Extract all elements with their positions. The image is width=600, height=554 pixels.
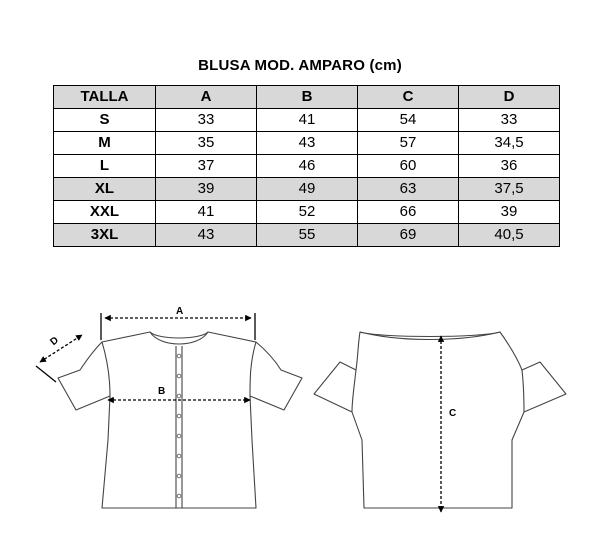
value-cell-a: 43 — [156, 224, 257, 247]
value-cell-c: 69 — [358, 224, 459, 247]
table-row — [54, 224, 560, 247]
label-a: A — [176, 306, 184, 317]
header-a: A — [156, 86, 257, 109]
size-cell: XXL — [54, 201, 156, 224]
value-cell-a: 37 — [156, 155, 257, 178]
value-cell-a: 33 — [156, 109, 257, 132]
label-d: D — [48, 334, 61, 348]
value-cell-d: 40,5 — [459, 224, 560, 247]
back-shirt-icon — [314, 332, 566, 508]
value-cell-b: 46 — [257, 155, 358, 178]
button-icon — [177, 354, 181, 358]
button-icon — [177, 454, 181, 458]
value-cell-a: 39 — [156, 178, 257, 201]
value-cell-d: 37,5 — [459, 178, 560, 201]
table-header-row — [54, 86, 560, 109]
value-cell-a: 35 — [156, 132, 257, 155]
size-cell: 3XL — [54, 224, 156, 247]
header-talla: TALLA — [54, 86, 156, 109]
size-cell: L — [54, 155, 156, 178]
value-cell-c: 66 — [358, 201, 459, 224]
label-c: C — [449, 408, 457, 419]
button-icon — [177, 494, 181, 498]
value-cell-d: 33 — [459, 109, 560, 132]
value-cell-b: 52 — [257, 201, 358, 224]
value-cell-b: 43 — [257, 132, 358, 155]
size-chart-table — [53, 85, 560, 247]
value-cell-c: 57 — [358, 132, 459, 155]
button-icon — [177, 434, 181, 438]
table-row — [54, 109, 560, 132]
header-c: C — [358, 86, 459, 109]
measure-a — [101, 313, 255, 340]
button-icon — [177, 394, 181, 398]
size-cell: M — [54, 132, 156, 155]
table-row — [54, 201, 560, 224]
value-cell-b: 55 — [257, 224, 358, 247]
table-row — [54, 132, 560, 155]
front-shirt-icon — [58, 332, 302, 508]
page-title: BLUSA MOD. AMPARO (cm) — [198, 57, 402, 74]
button-icon — [177, 414, 181, 418]
value-cell-c: 60 — [358, 155, 459, 178]
size-cell: S — [54, 109, 156, 132]
value-cell-c: 54 — [358, 109, 459, 132]
table-row — [54, 178, 560, 201]
front-buttons — [177, 354, 181, 498]
header-d: D — [459, 86, 560, 109]
value-cell-d: 36 — [459, 155, 560, 178]
value-cell-b: 41 — [257, 109, 358, 132]
value-cell-d: 34,5 — [459, 132, 560, 155]
value-cell-d: 39 — [459, 201, 560, 224]
label-b: B — [158, 386, 166, 397]
header-b: B — [257, 86, 358, 109]
garment-diagram — [0, 290, 600, 554]
button-icon — [177, 374, 181, 378]
value-cell-b: 49 — [257, 178, 358, 201]
size-cell: XL — [54, 178, 156, 201]
table-row — [54, 155, 560, 178]
button-icon — [177, 474, 181, 478]
value-cell-a: 41 — [156, 201, 257, 224]
value-cell-c: 63 — [358, 178, 459, 201]
